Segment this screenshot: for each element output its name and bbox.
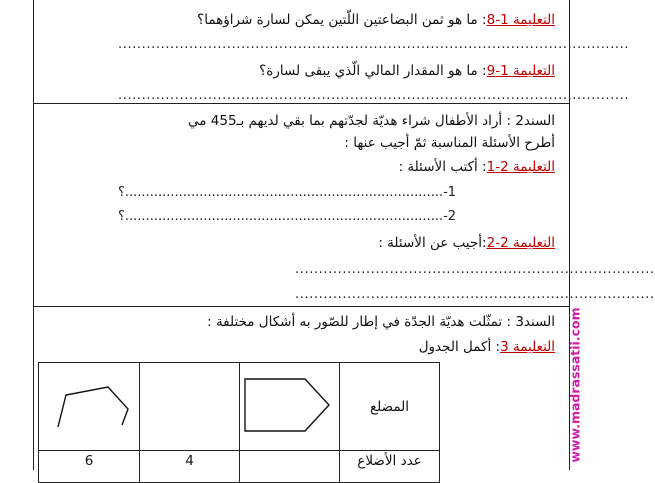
question-text: : أكتب الأسئلة : (398, 159, 487, 175)
answer-line[interactable]: ............................................................................................................ (118, 88, 630, 103)
table-value: 6 (39, 451, 140, 483)
question-3 (419, 338, 555, 356)
section2-intro: السند2 : أراد الأطفال شراء هديّة لجدّتهم بما بقي لديهم بـ455 مي (187, 113, 555, 129)
table-cell-open-polyline (39, 363, 140, 451)
answer-line[interactable]: ............................................................................ (295, 287, 655, 302)
question-label: التعليمة 2-1 (486, 159, 555, 175)
table-cell-empty[interactable] (140, 363, 240, 451)
open-polyline-shape (44, 365, 134, 445)
question-line-1[interactable]: 1-.............................................................................؟ (118, 185, 457, 200)
section3-intro: السند3 : تمثّلت هديّة الجدّة في إطار للصّور به أشكال مختلفة : (207, 314, 555, 330)
question-label: التعليمة 3 (500, 339, 555, 355)
pentagon-shape (239, 365, 339, 445)
table-row-header: المضلع (340, 363, 440, 451)
watermark-text: www.madrassatii.com (567, 307, 583, 463)
question-2-2 (378, 234, 555, 252)
question-1-9 (259, 62, 555, 80)
question-text: : ما هو المقدار المالي الّذي يبقى لسارة؟ (259, 63, 487, 79)
section-divider (33, 306, 570, 307)
section-divider (33, 103, 570, 104)
question-1-8 (197, 11, 555, 29)
answer-line[interactable]: ............................................................................ (295, 262, 655, 277)
polygon-table (38, 362, 440, 483)
question-label: التعليمة 1-9 (486, 63, 555, 79)
question-text: :أجيب عن الأسئلة : (378, 235, 487, 251)
question-label: التعليمة 2-2 (486, 235, 555, 251)
section2-instruction: أطرح الأسئلة المناسبة ثمّ أجيب عنها : (344, 135, 555, 151)
question-label: التعليمة 1-8 (486, 12, 555, 28)
watermark-vertical (566, 300, 584, 470)
table-row-header: عدد الأضلاع (340, 451, 440, 483)
question-line-2[interactable]: 2-.............................................................................؟ (118, 209, 457, 224)
question-2-1 (399, 158, 555, 176)
table-cell-empty[interactable] (240, 451, 340, 483)
table-cell-pentagon (240, 363, 340, 451)
question-text: : ما هو ثمن البضاعتين اللّتين يمكن لسارة شراؤهما؟ (197, 12, 487, 28)
question-text: : أكمل الجدول (418, 339, 501, 355)
answer-line[interactable]: ............................................................................................................ (118, 37, 630, 52)
table-value: 4 (140, 451, 240, 483)
